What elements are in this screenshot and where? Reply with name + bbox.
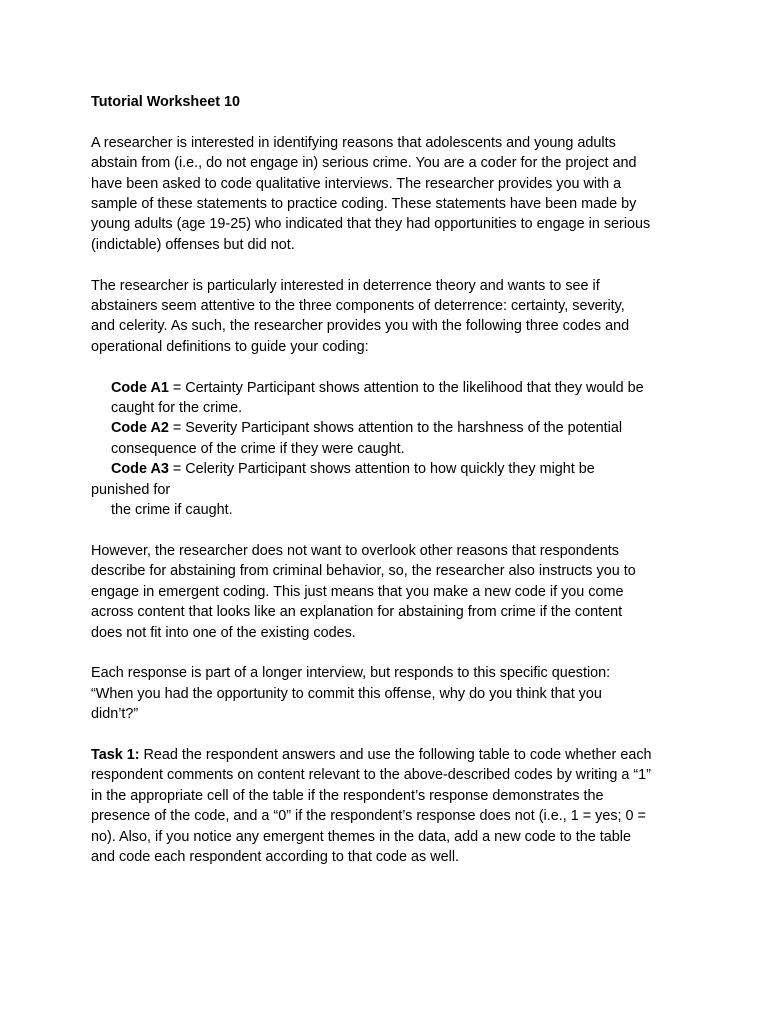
code-a2-definition: = Severity Participant shows attention to the harshness of the potential bbox=[168, 420, 623, 437]
text-line: respondent comments on content relevant to the above-described codes by writing a “1” bbox=[91, 767, 651, 784]
question-paragraph bbox=[91, 663, 691, 724]
code-definitions bbox=[91, 378, 691, 521]
text-line: no). Also, if you notice any emergent themes in the data, add a new code to the table bbox=[91, 828, 631, 845]
code-a1-label: Code A1 bbox=[111, 379, 169, 396]
text-line: does not fit into one of the existing codes. bbox=[91, 624, 356, 641]
text-line: presence of the code, and a “0” if the respondent’s response does not (i.e., 1 = yes; 0 = bbox=[91, 808, 646, 825]
text-line: operational definitions to guide your coding: bbox=[91, 338, 369, 355]
code-a2-line bbox=[91, 418, 691, 438]
text-line: However, the researcher does not want to overlook other reasons that respondents bbox=[91, 542, 619, 559]
emergent-paragraph bbox=[91, 541, 691, 643]
text-line: and celerity. As such, the researcher provides you with the following three codes and bbox=[91, 318, 630, 335]
text-line: young adults (age 19-25) who indicated that they had opportunities to engage in serious bbox=[91, 216, 651, 233]
code-a3-definition: = Celerity Participant shows attention to how quickly they might be bbox=[168, 461, 595, 478]
spacer bbox=[91, 725, 691, 745]
task-text: Read the respondent answers and use the following table to code whether each bbox=[139, 746, 652, 763]
code-a3-line bbox=[91, 459, 691, 479]
text-line: in the appropriate cell of the table if the respondent’s response demonstrates the bbox=[91, 787, 604, 804]
spacer bbox=[91, 255, 691, 275]
text-line: (indictable) offenses but did not. bbox=[91, 236, 295, 253]
text-line: abstainers seem attentive to the three components of deterrence: certainty, severity, bbox=[91, 298, 625, 315]
text-line: The researcher is particularly interested in deterrence theory and wants to see if bbox=[91, 277, 600, 294]
intro-paragraph bbox=[91, 133, 691, 255]
code-a3-label: Code A3 bbox=[111, 461, 169, 478]
spacer bbox=[91, 643, 691, 663]
text-line: and code each respondent according to that code as well. bbox=[91, 848, 460, 865]
text-line: have been asked to code qualitative interviews. The researcher provides you with a bbox=[91, 175, 622, 192]
document-title: Tutorial Worksheet 10 bbox=[91, 94, 241, 110]
code-a2-label: Code A2 bbox=[111, 420, 169, 437]
text-line: sample of these statements to practice coding. These statements have been made by bbox=[91, 196, 637, 213]
task-label: Task 1: bbox=[91, 746, 140, 763]
text-line: didn’t?” bbox=[91, 706, 139, 723]
code-a1-line bbox=[91, 378, 691, 398]
task-first-line bbox=[91, 745, 691, 765]
text-line: abstain from (i.e., do not engage in) serious crime. You are a coder for the project and bbox=[91, 155, 637, 172]
text-line: “When you had the opportunity to commit this offense, why do you think that you bbox=[91, 685, 602, 702]
deterrence-paragraph bbox=[91, 276, 691, 358]
document-body bbox=[91, 92, 691, 867]
text-line: across content that looks like an explanation for abstaining from crime if the content bbox=[91, 604, 623, 621]
code-a1-definition: = Certainty Participant shows attention to the likelihood that they would be bbox=[168, 379, 644, 396]
task-paragraph bbox=[91, 745, 691, 867]
text-line: describe for abstaining from criminal behavior, so, the researcher also instructs you to bbox=[91, 563, 636, 580]
code-a2-continuation: consequence of the crime if they were caught. bbox=[111, 440, 405, 457]
spacer bbox=[91, 112, 691, 132]
spacer bbox=[91, 357, 691, 377]
text-line: A researcher is interested in identifying reasons that adolescents and young adults bbox=[91, 134, 616, 151]
text-line: Each response is part of a longer interview, but responds to this specific question: bbox=[91, 665, 611, 682]
code-a3-continuation: punished for bbox=[91, 481, 171, 498]
code-a3-continuation: the crime if caught. bbox=[111, 502, 233, 519]
spacer bbox=[91, 520, 691, 540]
code-a1-continuation: caught for the crime. bbox=[111, 400, 243, 417]
text-line: engage in emergent coding. This just means that you make a new code if you come bbox=[91, 583, 624, 600]
